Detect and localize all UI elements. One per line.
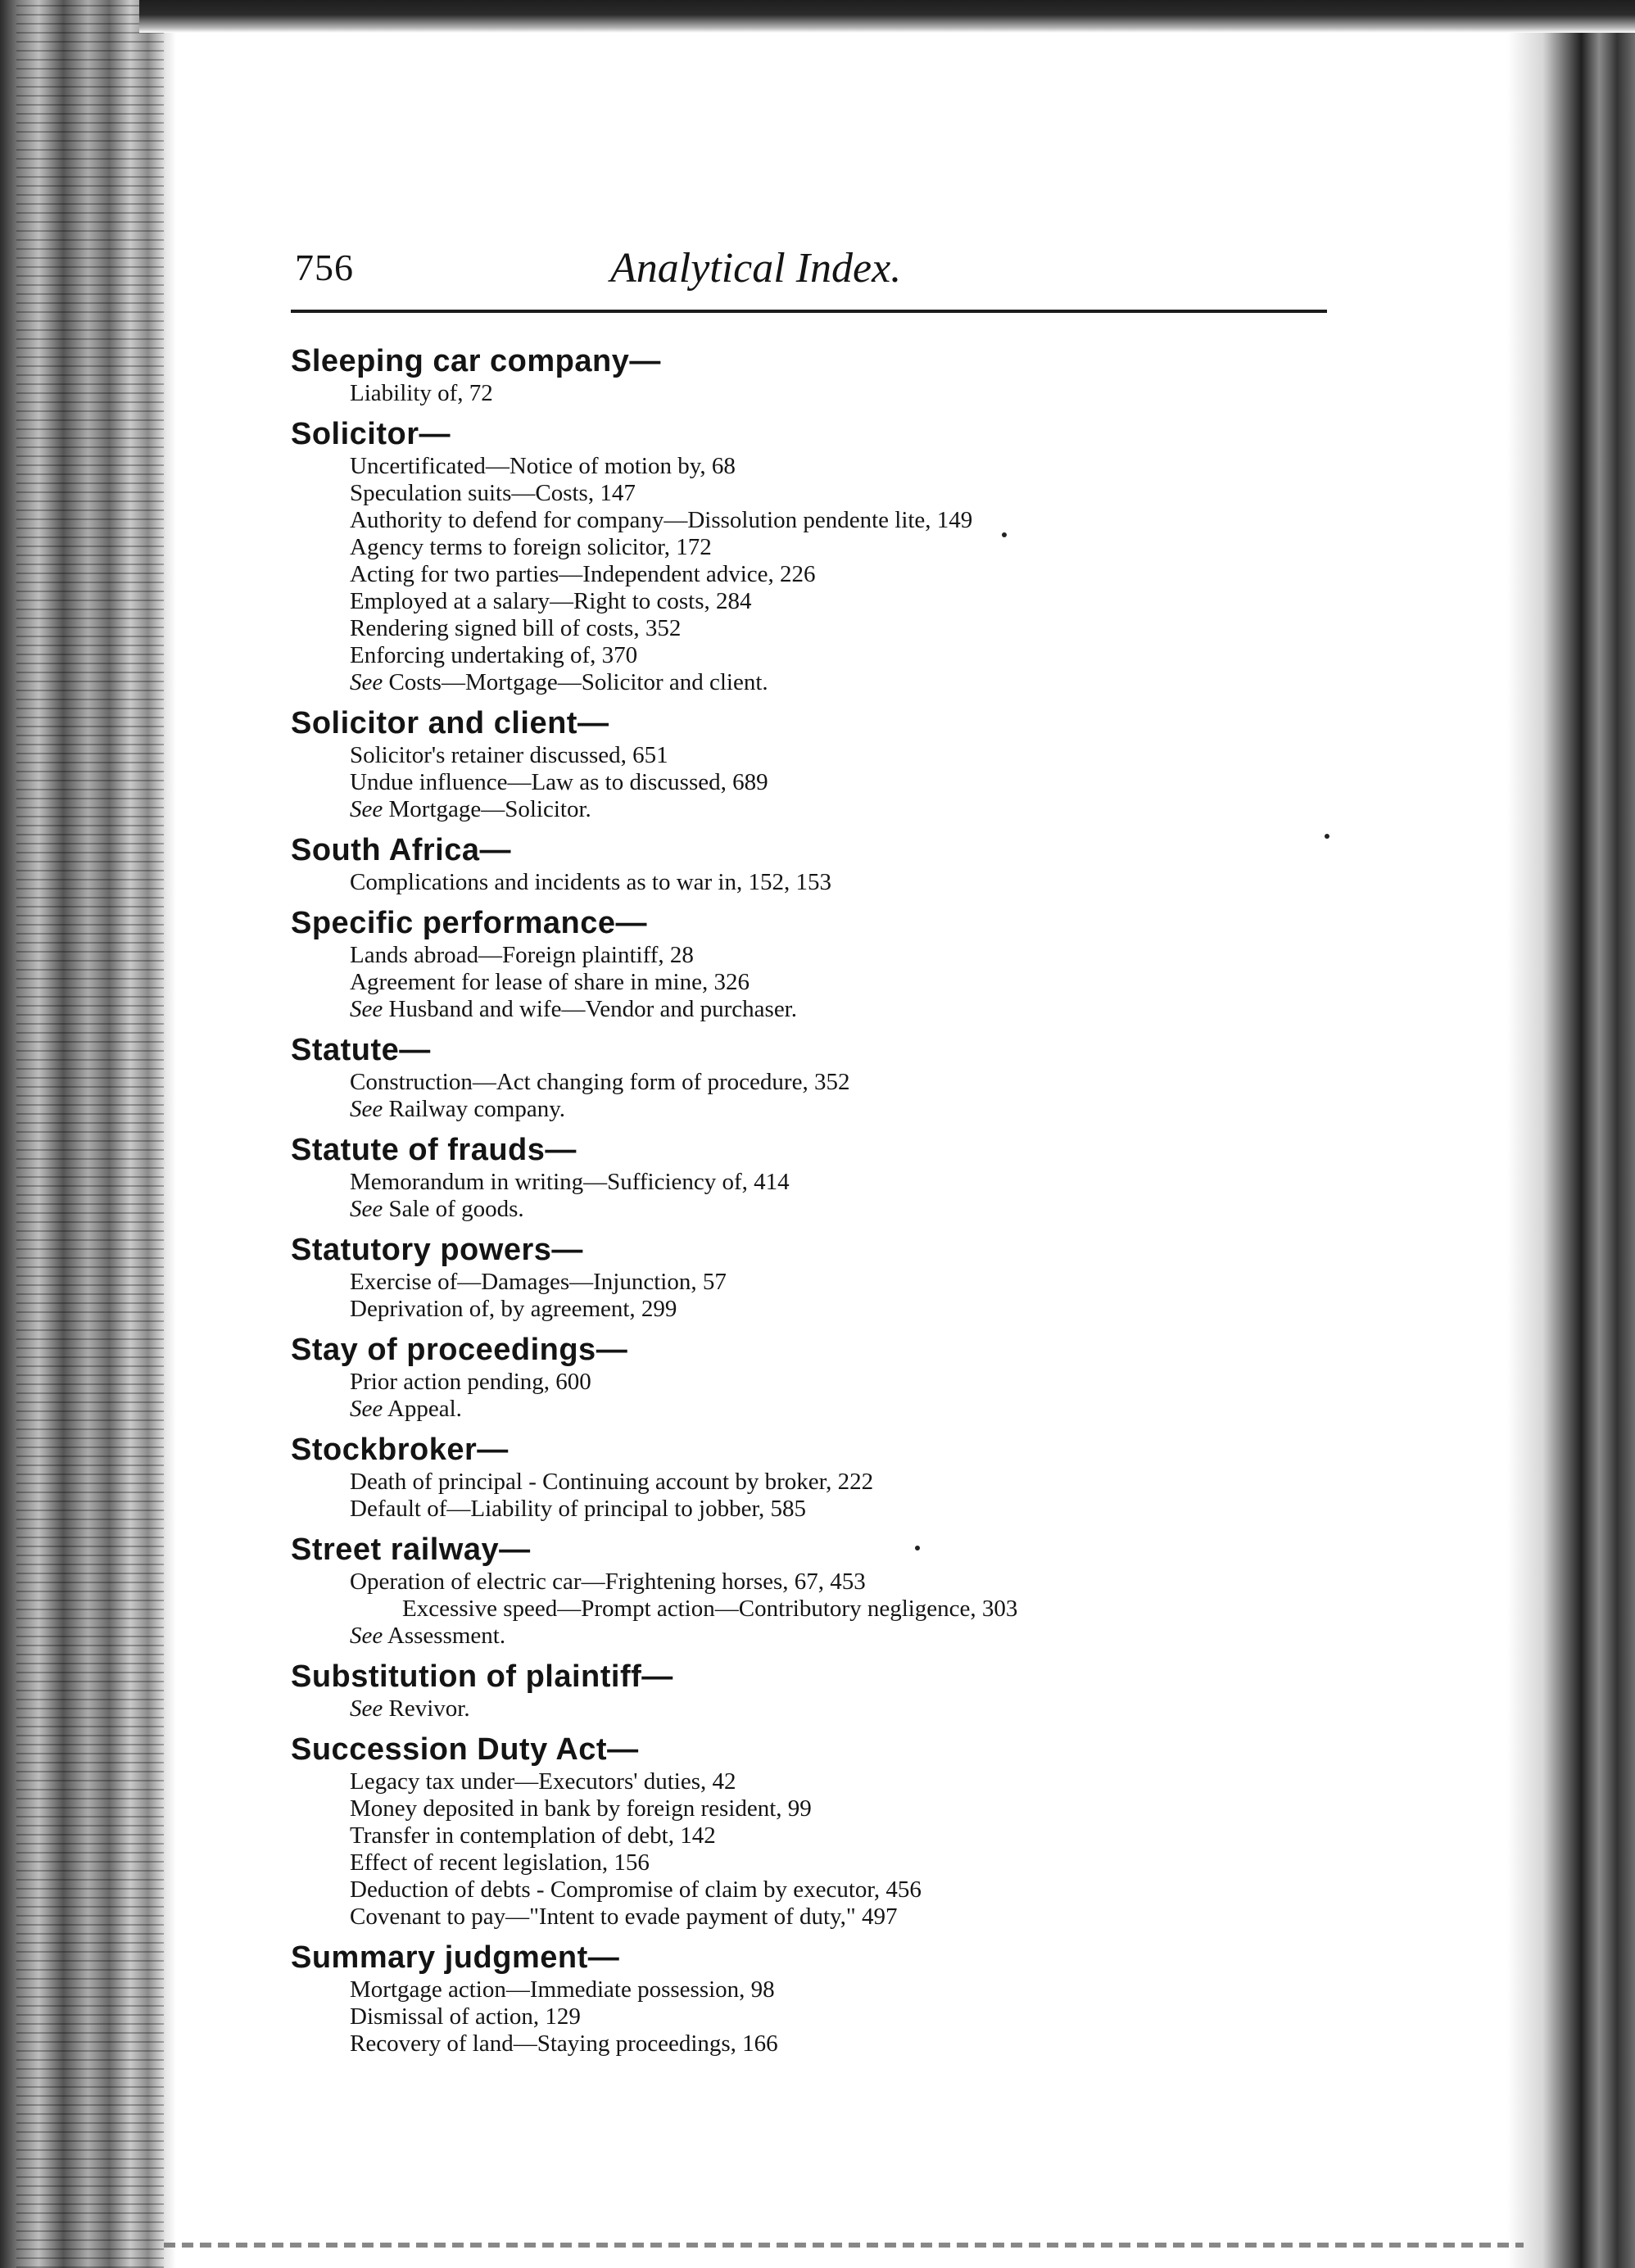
subentry — [291, 1596, 1356, 1623]
subentry-text: Rendering signed bill of costs, 352 — [350, 615, 682, 641]
subentry — [291, 1296, 1356, 1323]
index-entry — [291, 1658, 1356, 1723]
subentry-text: Memorandum in writing—Sufficiency of, 414 — [350, 1169, 790, 1195]
subentry — [291, 1496, 1356, 1523]
subentry — [291, 969, 1356, 996]
subentry-text: Assessment. — [383, 1623, 506, 1649]
page-number: 756 — [295, 247, 354, 288]
subentry-text: Excessive speed—Prompt action—Contributory negligence, 303 — [402, 1596, 1018, 1622]
subentry — [291, 1469, 1356, 1496]
subentry — [291, 942, 1356, 969]
subentry — [291, 1976, 1356, 2003]
subentry-text: Employed at a salary—Right to costs, 284 — [350, 588, 752, 614]
subentry-text: Operation of electric car—Frightening horses, 67, 453 — [350, 1569, 866, 1595]
entry-heading: Statute of frauds— — [291, 1133, 577, 1167]
subentry — [291, 1069, 1356, 1096]
index-entry — [291, 704, 1356, 823]
subentry-text: Enforcing undertaking of, 370 — [350, 642, 638, 668]
cross-reference — [291, 1623, 1356, 1650]
index-entry — [291, 1431, 1356, 1523]
subentry-text: Appeal. — [383, 1396, 462, 1422]
subentry-text: Dismissal of action, 129 — [350, 2003, 581, 2030]
index-entry — [291, 831, 1356, 896]
subentry-text: Sale of goods. — [383, 1196, 524, 1222]
index-entry — [291, 1331, 1356, 1423]
subentry — [291, 1822, 1356, 1849]
subentry-text: Railway company. — [383, 1096, 566, 1122]
subentry-text: Effect of recent legislation, 156 — [350, 1849, 650, 1876]
subentry — [291, 2030, 1356, 2057]
entry-heading: Substitution of plaintiff— — [291, 1659, 673, 1694]
header-rule — [291, 310, 1327, 313]
subentry-text: Lands abroad—Foreign plaintiff, 28 — [350, 942, 694, 968]
subentry — [291, 1795, 1356, 1822]
subentry — [291, 380, 1356, 407]
subentry — [291, 1904, 1356, 1931]
subentry-text: Liability of, 72 — [350, 380, 493, 406]
subentry-text: Exercise of—Damages—Injunction, 57 — [350, 1269, 727, 1295]
subentry-text: Mortgage—Solicitor. — [383, 796, 591, 822]
subentry — [291, 561, 1356, 588]
see-label: See — [350, 1623, 383, 1649]
print-speck — [1325, 834, 1329, 839]
subentry-text: Speculation suits—Costs, 147 — [350, 480, 636, 506]
entry-heading: Solicitor— — [291, 417, 451, 451]
see-label: See — [350, 996, 383, 1022]
index-entry — [291, 1031, 1356, 1123]
print-speck — [915, 1546, 920, 1550]
index-entry — [291, 415, 1356, 696]
entry-heading: Stockbroker— — [291, 1433, 509, 1467]
print-speck — [1002, 532, 1007, 537]
subentry-text: Revivor. — [383, 1695, 470, 1722]
subentry — [291, 742, 1356, 769]
subentry — [291, 480, 1356, 507]
subentry-text: Complications and incidents as to war in, 152, 153 — [350, 869, 831, 895]
index-entry — [291, 1231, 1356, 1323]
subentry-text: Construction—Act changing form of procedure, 352 — [350, 1069, 850, 1095]
subentry — [291, 1369, 1356, 1396]
subentry — [291, 588, 1356, 615]
cross-reference — [291, 1096, 1356, 1123]
subentry — [291, 869, 1356, 896]
subentry — [291, 1269, 1356, 1296]
subentry — [291, 534, 1356, 561]
running-title: Analytical Index. — [610, 245, 902, 292]
see-label: See — [350, 669, 383, 695]
cross-reference — [291, 1196, 1356, 1223]
index-entry — [291, 342, 1356, 407]
entry-heading: Statutory powers— — [291, 1233, 583, 1267]
subentry-text: Agency terms to foreign solicitor, 172 — [350, 534, 712, 560]
subentry — [291, 615, 1356, 642]
index-entry — [291, 904, 1356, 1023]
subentry — [291, 1768, 1356, 1795]
subentry-text: Default of—Liability of principal to jobber, 585 — [350, 1496, 806, 1522]
subentry-text: Prior action pending, 600 — [350, 1369, 591, 1395]
subentry-text: Husband and wife—Vendor and purchaser. — [383, 996, 797, 1022]
cross-reference — [291, 1695, 1356, 1723]
cross-reference — [291, 669, 1356, 696]
entry-heading: Street railway— — [291, 1532, 531, 1567]
index-entry — [291, 1131, 1356, 1223]
index-entry — [291, 1939, 1356, 2057]
subentry — [291, 1876, 1356, 1904]
entry-heading: South Africa— — [291, 833, 511, 867]
subentry-text: Undue influence—Law as to discussed, 689 — [350, 769, 768, 795]
subentry — [291, 1169, 1356, 1196]
subentry-text: Death of principal - Continuing account by broker, 222 — [350, 1469, 874, 1495]
see-label: See — [350, 1196, 383, 1222]
subentry — [291, 507, 1356, 534]
entry-heading: Specific performance— — [291, 906, 647, 940]
see-label: See — [350, 1695, 383, 1722]
subentry-text: Covenant to pay—"Intent to evade payment of duty," 497 — [350, 1904, 898, 1930]
see-label: See — [350, 1096, 383, 1122]
subentry-text: Money deposited in bank by foreign resident, 99 — [350, 1795, 812, 1822]
entry-heading: Succession Duty Act— — [291, 1732, 639, 1767]
index-entry — [291, 1731, 1356, 1931]
cross-reference — [291, 796, 1356, 823]
subentry — [291, 769, 1356, 796]
entry-heading: Summary judgment— — [291, 1940, 620, 1975]
see-label: See — [350, 796, 383, 822]
subentry-text: Legacy tax under—Executors' duties, 42 — [350, 1768, 736, 1795]
see-label: See — [350, 1396, 383, 1422]
subentry — [291, 2003, 1356, 2030]
entry-heading: Statute— — [291, 1033, 431, 1067]
cross-reference — [291, 996, 1356, 1023]
subentry-text: Recovery of land—Staying proceedings, 166 — [350, 2030, 778, 2057]
subentry-text: Mortgage action—Immediate possession, 98 — [350, 1976, 775, 2003]
index-entries — [291, 342, 1356, 2066]
subentry — [291, 642, 1356, 669]
subentry — [291, 1569, 1356, 1596]
entry-heading: Sleeping car company— — [291, 344, 661, 378]
subentry-text: Solicitor's retainer discussed, 651 — [350, 742, 668, 768]
subentry-text: Transfer in contemplation of debt, 142 — [350, 1822, 716, 1849]
entry-heading: Stay of proceedings— — [291, 1333, 628, 1367]
subentry-text: Uncertificated—Notice of motion by, 68 — [350, 453, 736, 479]
subentry-text: Authority to defend for company—Dissolution pendente lite, 149 — [350, 507, 973, 533]
subentry-text: Costs—Mortgage—Solicitor and client. — [383, 669, 768, 695]
entry-heading: Solicitor and client— — [291, 706, 609, 740]
cross-reference — [291, 1396, 1356, 1423]
index-entry — [291, 1531, 1356, 1650]
subentry-text: Acting for two parties—Independent advice, 226 — [350, 561, 816, 587]
subentry — [291, 1849, 1356, 1876]
subentry-text: Agreement for lease of share in mine, 326 — [350, 969, 750, 995]
subentry-text: Deprivation of, by agreement, 299 — [350, 1296, 677, 1322]
subentry-text: Deduction of debts - Compromise of claim by executor, 456 — [350, 1876, 922, 1903]
subentry — [291, 453, 1356, 480]
